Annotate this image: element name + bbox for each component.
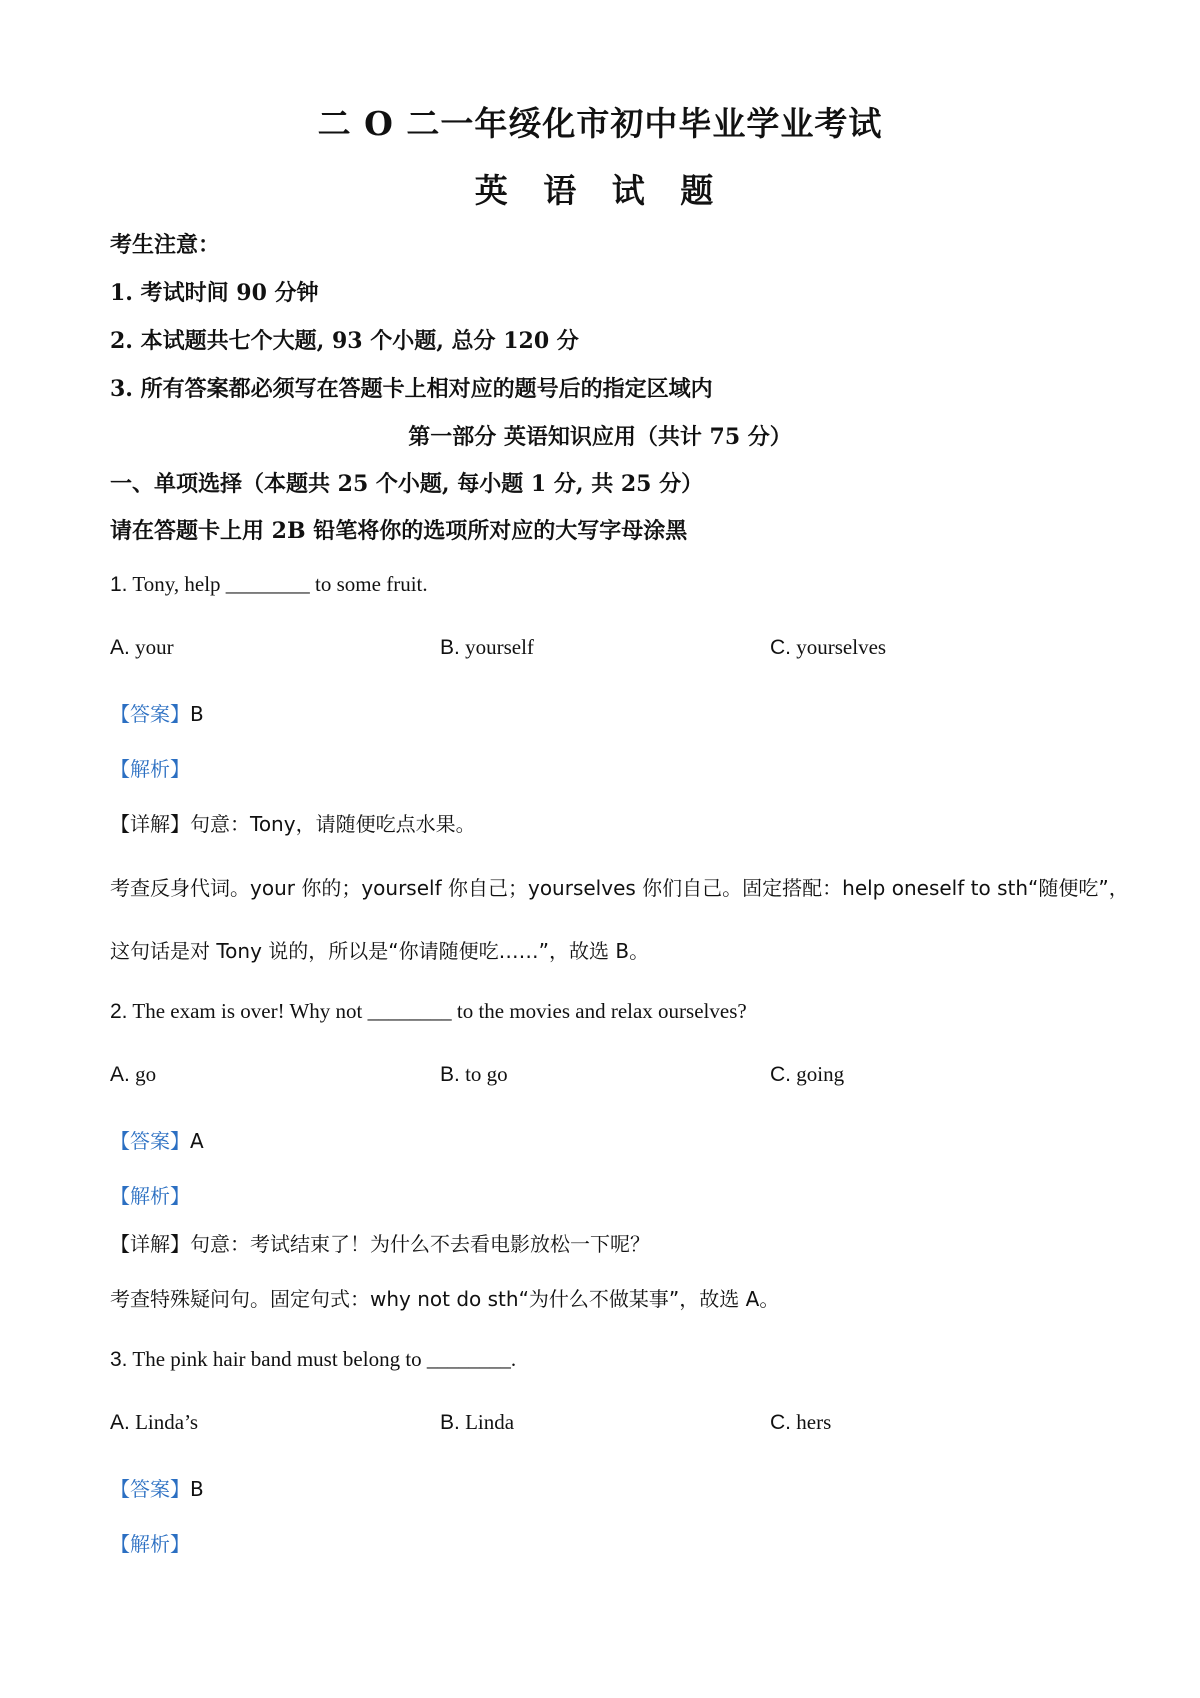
- option-text: go: [135, 1062, 157, 1086]
- question-text: Tony, help ________ to some fruit.: [132, 572, 428, 596]
- notice-item: 1. 考试时间 90 分钟: [110, 280, 319, 306]
- answer-label: 【答案】: [110, 1477, 190, 1501]
- answer-label: 【答案】: [110, 702, 190, 726]
- answer-value: B: [190, 702, 204, 726]
- option-b: [440, 635, 534, 660]
- option-text: going: [796, 1062, 845, 1086]
- option-text: your: [135, 635, 174, 659]
- exam-title: 二 O 二一年绥化市初中毕业学业考试: [317, 104, 883, 143]
- option-letter: C.: [770, 636, 791, 659]
- explanation-text: 考查反身代词。your 你的；yourself 你自己；yourselves 你们自己。固定搭配：help oneself to sth“随便吃”，: [110, 876, 1129, 900]
- explanation-text: 考查特殊疑问句。固定句式：why not do sth“为什么不做某事”，故选 A。: [110, 1287, 780, 1311]
- option-letter: C.: [770, 1063, 791, 1086]
- question-text: The exam is over! Why not ________ to the movies and relax ourselves?: [132, 999, 747, 1023]
- notice-item: 2. 本试题共七个大题, 93 个小题, 总分 120 分: [110, 328, 579, 354]
- option-letter: B.: [440, 1063, 460, 1086]
- exam-subtitle: 英 语 试 题: [474, 171, 726, 210]
- analysis-line: [110, 753, 190, 782]
- section-title: 一、单项选择（本题共 25 个小题, 每小题 1 分, 共 25 分）: [110, 471, 704, 497]
- question-stem: [110, 999, 747, 1024]
- option-text: Linda: [465, 1410, 515, 1434]
- option-letter: B.: [440, 636, 460, 659]
- option-c: [770, 1062, 844, 1087]
- option-a: [110, 1410, 198, 1435]
- answer-label: 【答案】: [110, 1129, 190, 1153]
- question-stem: [110, 1347, 516, 1372]
- option-letter: B.: [440, 1411, 460, 1434]
- option-a: [110, 1062, 156, 1087]
- option-text: to go: [465, 1062, 508, 1086]
- analysis-label: 【解析】: [110, 1184, 190, 1208]
- option-b: [440, 1410, 514, 1435]
- option-text: hers: [796, 1410, 832, 1434]
- analysis-label: 【解析】: [110, 757, 190, 781]
- option-letter: A.: [110, 636, 130, 659]
- option-c: [770, 1410, 831, 1435]
- detail-text: 【详解】句意：Tony，请随便吃点水果。: [110, 812, 476, 836]
- option-letter: A.: [110, 1063, 130, 1086]
- option-text: yourself: [465, 635, 534, 659]
- analysis-label: 【解析】: [110, 1532, 190, 1556]
- option-letter: A.: [110, 1411, 130, 1434]
- answer-value: B: [190, 1477, 204, 1501]
- option-a: [110, 635, 174, 660]
- answer-line: [110, 1473, 204, 1502]
- option-text: Linda’s: [135, 1410, 199, 1434]
- answer-line: [110, 1125, 204, 1154]
- analysis-line: [110, 1528, 190, 1557]
- question-stem: [110, 572, 428, 597]
- question-number: 1.: [110, 573, 128, 596]
- option-c: [770, 635, 886, 660]
- detail-text: 【详解】句意：考试结束了！为什么不去看电影放松一下呢？: [110, 1232, 650, 1256]
- option-b: [440, 1062, 508, 1087]
- option-text: yourselves: [796, 635, 887, 659]
- notice-heading: 考生注意：: [110, 232, 221, 258]
- question-number: 2.: [110, 1000, 128, 1023]
- notice-item: 3. 所有答案都必须写在答题卡上相对应的题号后的指定区域内: [110, 376, 713, 402]
- option-letter: C.: [770, 1411, 791, 1434]
- part-title: 第一部分 英语知识应用（共计 75 分）: [408, 424, 792, 450]
- analysis-line: [110, 1180, 190, 1209]
- answer-line: [110, 698, 204, 727]
- section-instruction: 请在答题卡上用 2B 铅笔将你的选项所对应的大写字母涂黑: [110, 518, 688, 544]
- explanation-text: 这句话是对 Tony 说的，所以是“你请随便吃……”，故选 B。: [110, 939, 650, 963]
- answer-value: A: [190, 1129, 204, 1153]
- question-number: 3.: [110, 1348, 128, 1371]
- question-text: The pink hair band must belong to ________.: [132, 1347, 517, 1371]
